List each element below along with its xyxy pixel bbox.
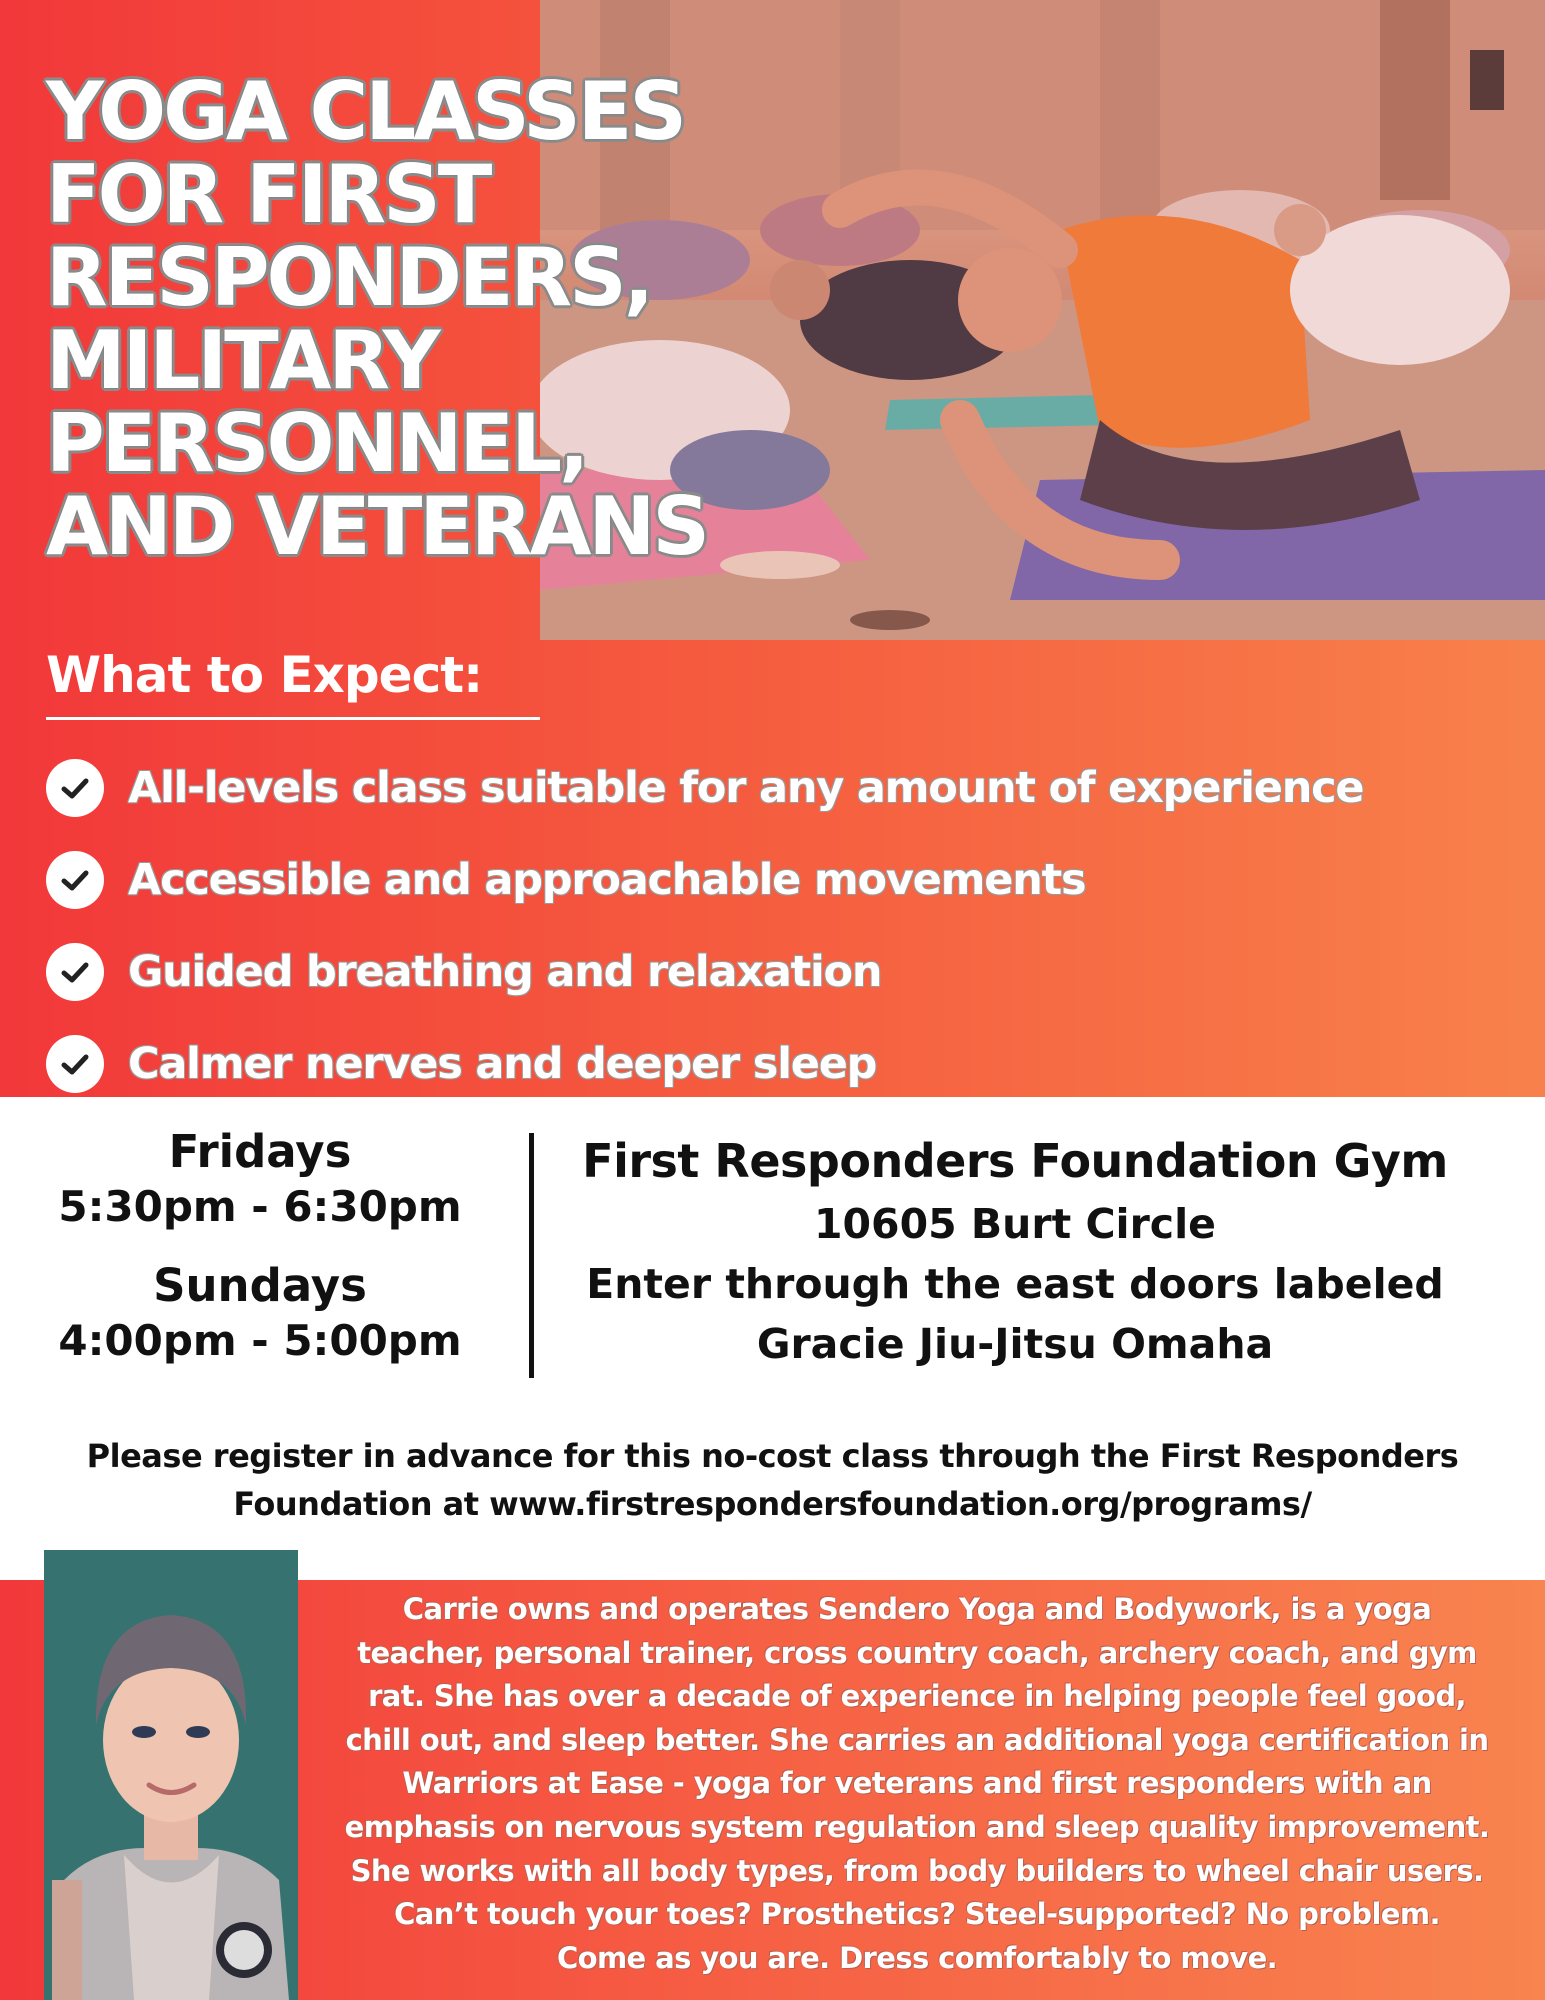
schedule-day: Sundays (153, 1259, 367, 1312)
schedule-day: Fridays (168, 1125, 352, 1178)
bio-line: emphasis on nervous system regulation and sleep quality improvement. (344, 1809, 1490, 1844)
expect-heading: What to Expect: (46, 646, 483, 704)
list-item (46, 834, 1526, 926)
headline-line: YOGA CLASSES (46, 65, 685, 158)
bio-line: Carrie owns and operates Sendero Yoga and Bodywork, is a yoga (402, 1592, 1432, 1626)
headline-line: RESPONDERS, (46, 231, 652, 324)
headline-line: PERSONNEL, (46, 397, 587, 490)
expect-list (46, 742, 1526, 1110)
headline (46, 65, 786, 573)
list-item-text: Accessible and approachable movements (128, 855, 1086, 905)
headline-line: MILITARY (46, 314, 438, 407)
list-item (46, 926, 1526, 1018)
list-item (46, 1018, 1526, 1110)
schedule-time: 5:30pm - 6:30pm (58, 1182, 462, 1231)
headline-line: AND VETERANS (46, 480, 707, 573)
heading-underline (46, 717, 540, 720)
registration-line: Foundation at www.firstrespondersfoundation.org/programs/ (233, 1485, 1312, 1523)
vertical-divider (529, 1133, 534, 1378)
bio-line: teacher, personal trainer, cross country coach, archery coach, and gym (357, 1635, 1477, 1670)
bio-line: Warriors at Ease - yoga for veterans and first responders with an (402, 1766, 1432, 1801)
location-directions: Enter through the east doors labeled (586, 1260, 1444, 1308)
bio-line: chill out, and sleep better. She carries an additional yoga certification in (345, 1722, 1489, 1757)
bio-line: rat. She has over a decade of experience in helping people feel good, (368, 1679, 1466, 1714)
check-icon (46, 851, 104, 909)
list-item-text: All-levels class suitable for any amount of experience (128, 763, 1364, 813)
registration-note (40, 1432, 1505, 1528)
location-directions: Gracie Jiu-Jitsu Omaha (756, 1320, 1274, 1368)
check-icon (46, 1035, 104, 1093)
check-icon (46, 943, 104, 1001)
class-schedule (40, 1124, 480, 1368)
list-item (46, 742, 1526, 834)
location-info (560, 1128, 1470, 1374)
bio-line: Can’t touch your toes? Prosthetics? Steel-supported? No problem. (394, 1897, 1440, 1932)
headline-line: FOR FIRST (46, 148, 490, 241)
instructor-bio (312, 1588, 1522, 1980)
list-item-text: Calmer nerves and deeper sleep (128, 1039, 877, 1089)
bio-line: Come as you are. Dress comfortably to move. (556, 1940, 1278, 1975)
list-item-text: Guided breathing and relaxation (128, 947, 882, 997)
schedule-time: 4:00pm - 5:00pm (58, 1316, 462, 1365)
location-name: First Responders Foundation Gym (582, 1134, 1448, 1188)
location-address: 10605 Burt Circle (814, 1200, 1216, 1248)
bio-line: She works with all body types, from body builders to wheel chair users. (350, 1853, 1484, 1888)
instructor-photo (44, 1550, 298, 2000)
registration-line: Please register in advance for this no-cost class through the First Responders (86, 1437, 1459, 1475)
check-icon (46, 759, 104, 817)
